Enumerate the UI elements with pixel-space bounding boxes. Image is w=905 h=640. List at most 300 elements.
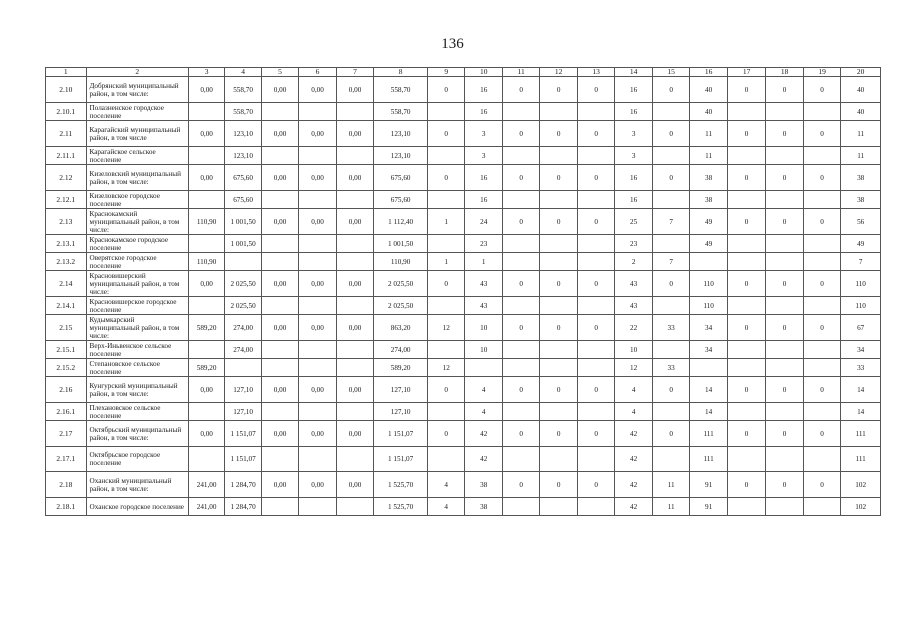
value-cell: 0 [577, 377, 614, 403]
value-cell [540, 403, 577, 421]
value-cell [502, 498, 539, 516]
column-number-18: 18 [766, 68, 803, 77]
value-cell: 0 [652, 165, 689, 191]
row-name-cell: Красновишерское городское поселение [86, 297, 188, 315]
page-number: 136 [441, 36, 464, 52]
value-cell: 1 525,70 [374, 498, 428, 516]
column-number-11: 11 [502, 68, 539, 77]
value-cell [188, 447, 224, 472]
value-cell: 2 025,50 [374, 297, 428, 315]
value-cell: 0,00 [261, 315, 298, 341]
value-cell: 0 [502, 121, 539, 147]
row-name-cell: Октябрьский муниципальный район, в том числе: [86, 421, 188, 447]
value-cell: 0,00 [336, 472, 373, 498]
value-cell: 4 [427, 498, 464, 516]
value-cell: 11 [841, 147, 881, 165]
row-code-cell: 2.18.1 [46, 498, 87, 516]
value-cell [540, 297, 577, 315]
value-cell: 241,00 [188, 472, 224, 498]
table-row [46, 253, 881, 271]
value-cell: 0,00 [261, 421, 298, 447]
value-cell: 0,00 [336, 121, 373, 147]
row-name-cell: Карагайский муниципальный район, в том числе [86, 121, 188, 147]
value-cell: 3 [465, 121, 502, 147]
value-cell [336, 498, 373, 516]
value-cell: 0,00 [261, 472, 298, 498]
value-cell: 589,20 [188, 359, 224, 377]
value-cell: 16 [465, 191, 502, 209]
value-cell [766, 147, 803, 165]
value-cell: 1 284,70 [225, 498, 261, 516]
value-cell: 0,00 [299, 77, 336, 103]
value-cell: 1 [427, 209, 464, 235]
value-cell: 0 [803, 377, 840, 403]
value-cell: 110,90 [188, 209, 224, 235]
value-cell [336, 341, 373, 359]
row-name-cell: Оханский муниципальный район, в том числе: [86, 472, 188, 498]
value-cell: 0,00 [261, 271, 298, 297]
value-cell: 0 [427, 271, 464, 297]
value-cell: 127,10 [225, 377, 261, 403]
value-cell: 0 [502, 472, 539, 498]
value-cell [427, 297, 464, 315]
value-cell [502, 359, 539, 377]
value-cell [299, 498, 336, 516]
value-cell: 0 [577, 271, 614, 297]
value-cell: 0,00 [261, 165, 298, 191]
value-cell: 0,00 [336, 209, 373, 235]
value-cell [188, 191, 224, 209]
value-cell [577, 235, 614, 253]
value-cell [427, 341, 464, 359]
column-number-1: 1 [46, 68, 87, 77]
value-cell: 0,00 [336, 271, 373, 297]
value-cell: 91 [690, 498, 727, 516]
value-cell [336, 191, 373, 209]
value-cell: 123,10 [374, 121, 428, 147]
value-cell: 111 [841, 447, 881, 472]
value-cell: 11 [652, 472, 689, 498]
value-cell [299, 403, 336, 421]
value-cell: 2 025,50 [225, 271, 261, 297]
value-cell [427, 447, 464, 472]
value-cell: 675,60 [374, 165, 428, 191]
value-cell: 0 [803, 315, 840, 341]
value-cell [299, 297, 336, 315]
value-cell: 40 [841, 77, 881, 103]
value-cell [336, 253, 373, 271]
value-cell: 675,60 [225, 165, 261, 191]
value-cell [261, 498, 298, 516]
value-cell: 102 [841, 498, 881, 516]
table-row [46, 472, 881, 498]
row-name-cell: Добрянский муниципальный район, в том числе: [86, 77, 188, 103]
table-row [46, 271, 881, 297]
value-cell: 16 [465, 103, 502, 121]
value-cell: 12 [427, 315, 464, 341]
row-name-cell: Краснокамский муниципальный район, в том числе: [86, 209, 188, 235]
value-cell: 43 [615, 297, 652, 315]
value-cell: 127,10 [374, 403, 428, 421]
value-cell: 0,00 [188, 377, 224, 403]
value-cell: 0 [540, 315, 577, 341]
value-cell [690, 359, 727, 377]
value-cell: 0 [577, 472, 614, 498]
value-cell: 0 [727, 165, 766, 191]
value-cell [188, 235, 224, 253]
value-cell [261, 103, 298, 121]
value-cell [803, 103, 840, 121]
value-cell: 0 [540, 421, 577, 447]
table-row [46, 377, 881, 403]
value-cell: 111 [690, 421, 727, 447]
value-cell: 0,00 [299, 377, 336, 403]
value-cell: 0 [540, 209, 577, 235]
value-cell: 4 [615, 403, 652, 421]
value-cell [336, 403, 373, 421]
value-cell [188, 403, 224, 421]
value-cell [188, 103, 224, 121]
value-cell: 0 [652, 421, 689, 447]
value-cell: 0 [727, 209, 766, 235]
value-cell [261, 253, 298, 271]
value-cell: 127,10 [225, 403, 261, 421]
value-cell [502, 403, 539, 421]
value-cell: 0,00 [188, 165, 224, 191]
value-cell [577, 498, 614, 516]
value-cell: 1 151,07 [374, 421, 428, 447]
value-cell: 558,70 [374, 77, 428, 103]
value-cell: 4 [427, 472, 464, 498]
value-cell: 38 [690, 165, 727, 191]
row-code-cell: 2.10.1 [46, 103, 87, 121]
value-cell: 1 151,07 [225, 447, 261, 472]
row-name-cell: Кунгурский муниципальный район, в том числе: [86, 377, 188, 403]
value-cell: 1 001,50 [225, 209, 261, 235]
value-cell: 0 [803, 165, 840, 191]
row-code-cell: 2.11.1 [46, 147, 87, 165]
value-cell [803, 253, 840, 271]
value-cell: 34 [690, 315, 727, 341]
value-cell: 0,00 [261, 377, 298, 403]
value-cell [803, 498, 840, 516]
value-cell [261, 447, 298, 472]
column-number-19: 19 [803, 68, 840, 77]
row-code-cell: 2.16.1 [46, 403, 87, 421]
value-cell: 0 [502, 209, 539, 235]
value-cell: 111 [690, 447, 727, 472]
column-number-5: 5 [261, 68, 298, 77]
value-cell: 110 [841, 271, 881, 297]
value-cell [766, 297, 803, 315]
value-cell [299, 235, 336, 253]
value-cell: 675,60 [374, 191, 428, 209]
value-cell [727, 253, 766, 271]
value-cell [540, 147, 577, 165]
value-cell [766, 235, 803, 253]
value-cell: 123,10 [225, 121, 261, 147]
value-cell: 33 [652, 315, 689, 341]
value-cell [727, 191, 766, 209]
value-cell [225, 359, 261, 377]
value-cell: 43 [615, 271, 652, 297]
value-cell [652, 191, 689, 209]
value-cell: 111 [841, 421, 881, 447]
value-cell [540, 498, 577, 516]
value-cell [299, 147, 336, 165]
value-cell [652, 341, 689, 359]
value-cell: 42 [465, 421, 502, 447]
value-cell: 0 [803, 472, 840, 498]
value-cell [540, 191, 577, 209]
row-name-cell: Краснокамское городское поселение [86, 235, 188, 253]
value-cell: 38 [690, 191, 727, 209]
row-code-cell: 2.18 [46, 472, 87, 498]
value-cell: 33 [652, 359, 689, 377]
value-cell: 0,00 [299, 421, 336, 447]
value-cell: 0 [652, 77, 689, 103]
row-code-cell: 2.11 [46, 121, 87, 147]
value-cell: 0,00 [336, 421, 373, 447]
value-cell: 0 [502, 77, 539, 103]
value-cell [502, 447, 539, 472]
value-cell: 0 [766, 77, 803, 103]
row-name-cell: Карагайское сельское поселение [86, 147, 188, 165]
value-cell [727, 297, 766, 315]
value-cell: 16 [615, 165, 652, 191]
value-cell [502, 253, 539, 271]
value-cell [502, 235, 539, 253]
value-cell: 0 [766, 315, 803, 341]
value-cell: 16 [615, 103, 652, 121]
value-cell: 0 [502, 421, 539, 447]
row-name-cell: Кудымкарский муниципальный район, в том числе: [86, 315, 188, 341]
value-cell: 0,00 [299, 165, 336, 191]
value-cell: 1 112,40 [374, 209, 428, 235]
value-cell: 7 [841, 253, 881, 271]
value-cell: 0 [766, 421, 803, 447]
value-cell: 0 [727, 271, 766, 297]
value-cell [336, 235, 373, 253]
value-cell [577, 147, 614, 165]
value-cell: 0 [427, 165, 464, 191]
value-cell [652, 447, 689, 472]
value-cell: 34 [841, 341, 881, 359]
row-code-cell: 2.13.1 [46, 235, 87, 253]
value-cell: 1 151,07 [225, 421, 261, 447]
value-cell: 10 [465, 341, 502, 359]
value-cell: 7 [652, 253, 689, 271]
value-cell: 0 [540, 165, 577, 191]
column-number-7: 7 [336, 68, 373, 77]
value-cell [502, 103, 539, 121]
column-number-6: 6 [299, 68, 336, 77]
value-cell: 0 [427, 421, 464, 447]
value-cell: 0 [577, 77, 614, 103]
value-cell [803, 297, 840, 315]
value-cell [803, 147, 840, 165]
row-code-cell: 2.13.2 [46, 253, 87, 271]
value-cell: 0,00 [336, 165, 373, 191]
data-table [45, 67, 881, 516]
value-cell: 12 [615, 359, 652, 377]
value-cell [727, 147, 766, 165]
column-number-20: 20 [841, 68, 881, 77]
column-number-3: 3 [188, 68, 224, 77]
value-cell: 0 [803, 271, 840, 297]
value-cell [465, 359, 502, 377]
value-cell [577, 297, 614, 315]
value-cell: 40 [690, 77, 727, 103]
value-cell: 0 [502, 377, 539, 403]
row-name-cell: Степановское сельское поселение [86, 359, 188, 377]
value-cell: 0 [803, 421, 840, 447]
value-cell [188, 147, 224, 165]
value-cell: 11 [841, 121, 881, 147]
value-cell [336, 447, 373, 472]
table-row [46, 191, 881, 209]
value-cell: 14 [690, 377, 727, 403]
value-cell: 0 [766, 377, 803, 403]
value-cell: 4 [615, 377, 652, 403]
value-cell [540, 253, 577, 271]
value-cell [727, 447, 766, 472]
value-cell: 0,00 [336, 315, 373, 341]
value-cell: 589,20 [374, 359, 428, 377]
value-cell: 42 [615, 447, 652, 472]
value-cell [766, 253, 803, 271]
row-code-cell: 2.10 [46, 77, 87, 103]
row-code-cell: 2.17 [46, 421, 87, 447]
value-cell [540, 341, 577, 359]
value-cell: 274,00 [225, 341, 261, 359]
value-cell: 0,00 [299, 121, 336, 147]
value-cell [577, 403, 614, 421]
value-cell [502, 191, 539, 209]
value-cell: 110 [690, 297, 727, 315]
value-cell: 43 [465, 297, 502, 315]
value-cell: 25 [615, 209, 652, 235]
row-code-cell: 2.14.1 [46, 297, 87, 315]
value-cell [261, 359, 298, 377]
table-row [46, 165, 881, 191]
value-cell: 0,00 [299, 315, 336, 341]
value-cell [577, 191, 614, 209]
value-cell: 14 [841, 377, 881, 403]
table-row [46, 341, 881, 359]
value-cell [261, 191, 298, 209]
value-cell [727, 103, 766, 121]
row-code-cell: 2.13 [46, 209, 87, 235]
value-cell: 38 [465, 472, 502, 498]
row-name-cell: Красновишерский муниципальный район, в том числе: [86, 271, 188, 297]
table-row [46, 498, 881, 516]
value-cell [540, 103, 577, 121]
value-cell [540, 359, 577, 377]
table-row [46, 297, 881, 315]
value-cell: 49 [841, 235, 881, 253]
column-number-15: 15 [652, 68, 689, 77]
column-number-16: 16 [690, 68, 727, 77]
value-cell: 7 [652, 209, 689, 235]
value-cell [577, 359, 614, 377]
table-row [46, 235, 881, 253]
value-cell: 16 [615, 191, 652, 209]
row-name-cell: Кизеловский муниципальный район, в том числе: [86, 165, 188, 191]
value-cell: 0 [502, 315, 539, 341]
value-cell: 0,00 [261, 77, 298, 103]
table-row [46, 315, 881, 341]
value-cell: 49 [690, 235, 727, 253]
value-cell: 0 [727, 77, 766, 103]
value-cell: 675,60 [225, 191, 261, 209]
value-cell [336, 147, 373, 165]
value-cell [427, 103, 464, 121]
value-cell: 0 [540, 377, 577, 403]
value-cell: 24 [465, 209, 502, 235]
value-cell: 3 [615, 121, 652, 147]
table-row [46, 77, 881, 103]
value-cell: 0,00 [336, 77, 373, 103]
value-cell: 10 [465, 315, 502, 341]
value-cell: 38 [841, 165, 881, 191]
value-cell: 22 [615, 315, 652, 341]
row-code-cell: 2.12.1 [46, 191, 87, 209]
value-cell [727, 359, 766, 377]
value-cell [690, 253, 727, 271]
value-cell: 0,00 [188, 421, 224, 447]
value-cell [336, 297, 373, 315]
value-cell: 0 [502, 165, 539, 191]
value-cell: 0,00 [188, 271, 224, 297]
value-cell: 2 [615, 253, 652, 271]
value-cell: 56 [841, 209, 881, 235]
value-cell [427, 147, 464, 165]
value-cell [727, 403, 766, 421]
value-cell [540, 235, 577, 253]
value-cell: 1 284,70 [225, 472, 261, 498]
value-cell: 91 [690, 472, 727, 498]
value-cell [766, 191, 803, 209]
value-cell: 0 [727, 377, 766, 403]
value-cell: 102 [841, 472, 881, 498]
row-code-cell: 2.12 [46, 165, 87, 191]
value-cell [766, 498, 803, 516]
value-cell: 14 [841, 403, 881, 421]
value-cell: 558,70 [225, 103, 261, 121]
value-cell [261, 235, 298, 253]
value-cell: 241,00 [188, 498, 224, 516]
value-cell [766, 447, 803, 472]
value-cell [577, 103, 614, 121]
value-cell: 0,00 [188, 77, 224, 103]
value-cell: 558,70 [374, 103, 428, 121]
row-name-cell: Полазненское городское поселение [86, 103, 188, 121]
value-cell [803, 341, 840, 359]
value-cell: 0 [766, 165, 803, 191]
value-cell: 16 [465, 165, 502, 191]
value-cell: 110 [690, 271, 727, 297]
value-cell: 3 [465, 147, 502, 165]
value-cell: 43 [465, 271, 502, 297]
value-cell: 0 [427, 377, 464, 403]
value-cell: 558,70 [225, 77, 261, 103]
value-cell [261, 297, 298, 315]
value-cell: 11 [652, 498, 689, 516]
value-cell: 0 [766, 472, 803, 498]
value-cell: 42 [465, 447, 502, 472]
value-cell: 1 [465, 253, 502, 271]
